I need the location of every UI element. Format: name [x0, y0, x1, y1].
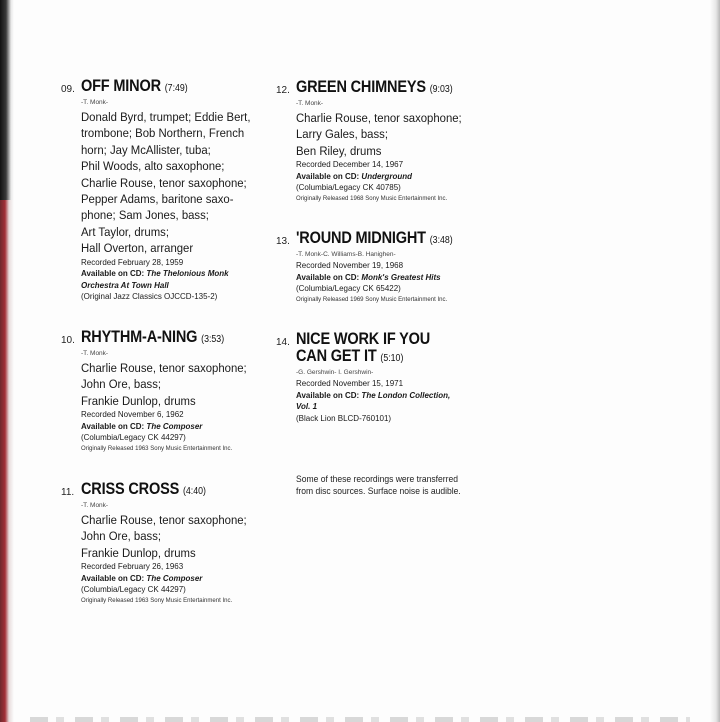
personnel-line: phone; Sam Jones, bass; [81, 208, 209, 223]
personnel-line: Charlie Rouse, tenor saxophone; [81, 513, 247, 527]
track-title-text: GREEN CHIMNEYS [296, 78, 426, 96]
track-title [81, 78, 241, 97]
track-personnel [296, 110, 462, 159]
track-09 [61, 78, 263, 303]
catalog-number: (Columbia/Legacy CK 65422) [296, 283, 401, 293]
available-label: Available on CD: [81, 268, 145, 279]
track-composer: -T. Monk- [81, 99, 109, 106]
track-composer: -T. Monk-C. Williams-B. Hanighen- [296, 251, 396, 258]
personnel-line: Frankie Dunlop, drums [81, 545, 196, 560]
track-composer: -T. Monk- [81, 502, 109, 509]
recorded-date: Recorded November 6, 1962 [81, 409, 184, 420]
track-title [296, 230, 453, 249]
available-label: Available on CD: [296, 170, 360, 181]
track-personnel [81, 512, 247, 561]
transfer-note-line: from disc sources. Surface noise is audible. [296, 486, 461, 497]
recorded-date: Recorded February 26, 1963 [81, 561, 184, 572]
catalog-number: (Columbia/Legacy CK 44297) [81, 432, 186, 443]
personnel-line: Larry Gales, bass; [296, 127, 388, 142]
recorded-date: Recorded December 14, 1967 [296, 159, 404, 170]
track-composer: -T. Monk- [296, 100, 324, 107]
available-label: Available on CD: [296, 271, 360, 282]
personnel-line: Charlie Rouse, tenor saxophone; [81, 175, 247, 190]
track-13 [276, 230, 474, 304]
track-10 [61, 329, 259, 453]
personnel-line: Charlie Rouse, tenor saxophone; [296, 111, 462, 125]
available-on-cd [296, 171, 462, 183]
available-on-cd [296, 390, 450, 402]
available-title-cont: Orchestra At Town Hall [81, 279, 169, 290]
personnel-line: Pepper Adams, baritone saxo- [81, 192, 234, 207]
available-title: Underground [361, 170, 413, 181]
track-12 [276, 79, 474, 203]
personnel-line: Donald Byrd, trumpet; Eddie Bert, [81, 110, 251, 124]
track-title [81, 481, 238, 500]
catalog-number: (Columbia/Legacy CK 40785) [296, 182, 401, 193]
track-number: 12. [276, 85, 290, 96]
personnel-line: Charlie Rouse, tenor saxophone; [81, 361, 247, 375]
recorded-date: Recorded February 28, 1959 [81, 256, 184, 267]
track-title [296, 79, 453, 98]
track-personnel [81, 360, 247, 409]
track-duration: (9:03) [429, 84, 453, 95]
track-number: 11. [61, 487, 75, 498]
available-label: Available on CD: [81, 572, 145, 583]
track-duration: (5:10) [380, 353, 404, 364]
personnel-line: trombone; Bob Northern, French [81, 126, 245, 141]
rights-notice: Originally Released 1968 Sony Music Entertainment Inc. [296, 194, 448, 202]
track-duration: (3:53) [201, 334, 225, 345]
personnel-line: John Ore, bass; [81, 377, 162, 392]
catalog-number: (Black Lion BLCD-760101) [296, 412, 392, 423]
available-on-cd [81, 421, 247, 433]
available-title-cont: Vol. 1 [296, 401, 318, 411]
catalog-number: (Original Jazz Classics OJCCD-135-2) [81, 291, 218, 302]
available-title: The Composer [146, 572, 203, 583]
track-number: 14. [276, 337, 290, 348]
personnel-line: horn; Jay McAllister, tuba; [81, 142, 211, 157]
track-number: 09. [61, 84, 75, 95]
rights-notice: Originally Released 1963 Sony Music Entertainment Inc. [81, 444, 233, 452]
track-title [296, 331, 442, 348]
transfer-note [296, 473, 461, 498]
track-personnel [81, 109, 250, 257]
available-label: Available on CD: [81, 420, 145, 431]
page-edge-left [0, 0, 14, 722]
track-duration: (4:40) [182, 486, 206, 497]
available-title: Monk's Greatest Hits [361, 271, 441, 282]
personnel-line: Art Taylor, drums; [81, 224, 169, 239]
track-14 [276, 331, 462, 424]
track-title-text: OFF MINOR [81, 77, 161, 95]
track-title-text: RHYTHM-A-NING [81, 328, 198, 346]
transfer-note-line: Some of these recordings were transferred [296, 474, 458, 484]
available-on-cd [81, 573, 247, 585]
page-edge-right [710, 0, 720, 722]
track-composer: -T. Monk- [81, 350, 109, 357]
track-duration: (7:49) [164, 83, 188, 94]
personnel-line: Ben Riley, drums [296, 143, 382, 158]
personnel-line: Frankie Dunlop, drums [81, 393, 196, 408]
track-title-cont [296, 348, 442, 367]
track-duration: (3:48) [429, 235, 453, 246]
track-title-line: NICE WORK IF YOU [296, 330, 431, 348]
track-composer: -G. Gershwin- I. Gershwin- [296, 369, 374, 376]
track-title-text: 'ROUND MIDNIGHT [296, 229, 426, 247]
available-title: The London Collection, [361, 389, 451, 400]
track-number: 13. [276, 236, 290, 247]
personnel-line: Phil Woods, alto saxophone; [81, 159, 225, 174]
available-title: The Thelonious Monk [146, 268, 229, 279]
available-title: The Composer [146, 420, 203, 431]
rights-notice: Originally Released 1963 Sony Music Entertainment Inc. [81, 596, 233, 604]
available-label: Available on CD: [296, 389, 360, 400]
track-title-text: CRISS CROSS [81, 480, 180, 498]
available-on-cd [296, 272, 462, 284]
personnel-line: Hall Overton, arranger [81, 241, 194, 256]
catalog-number: (Columbia/Legacy CK 44297) [81, 584, 186, 595]
track-number: 10. [61, 335, 75, 346]
rights-notice: Originally Released 1969 Sony Music Entertainment Inc. [296, 295, 448, 303]
track-11 [61, 481, 259, 605]
recorded-date: Recorded November 19, 1968 [296, 260, 404, 270]
available-on-cd [81, 268, 250, 280]
track-title [81, 329, 238, 348]
track-title-line: CAN GET IT [296, 347, 377, 365]
page-edge-bottom [30, 717, 690, 722]
personnel-line: John Ore, bass; [81, 529, 162, 544]
recorded-date: Recorded November 15, 1971 [296, 378, 404, 388]
page-edge-left-dark [0, 0, 14, 200]
